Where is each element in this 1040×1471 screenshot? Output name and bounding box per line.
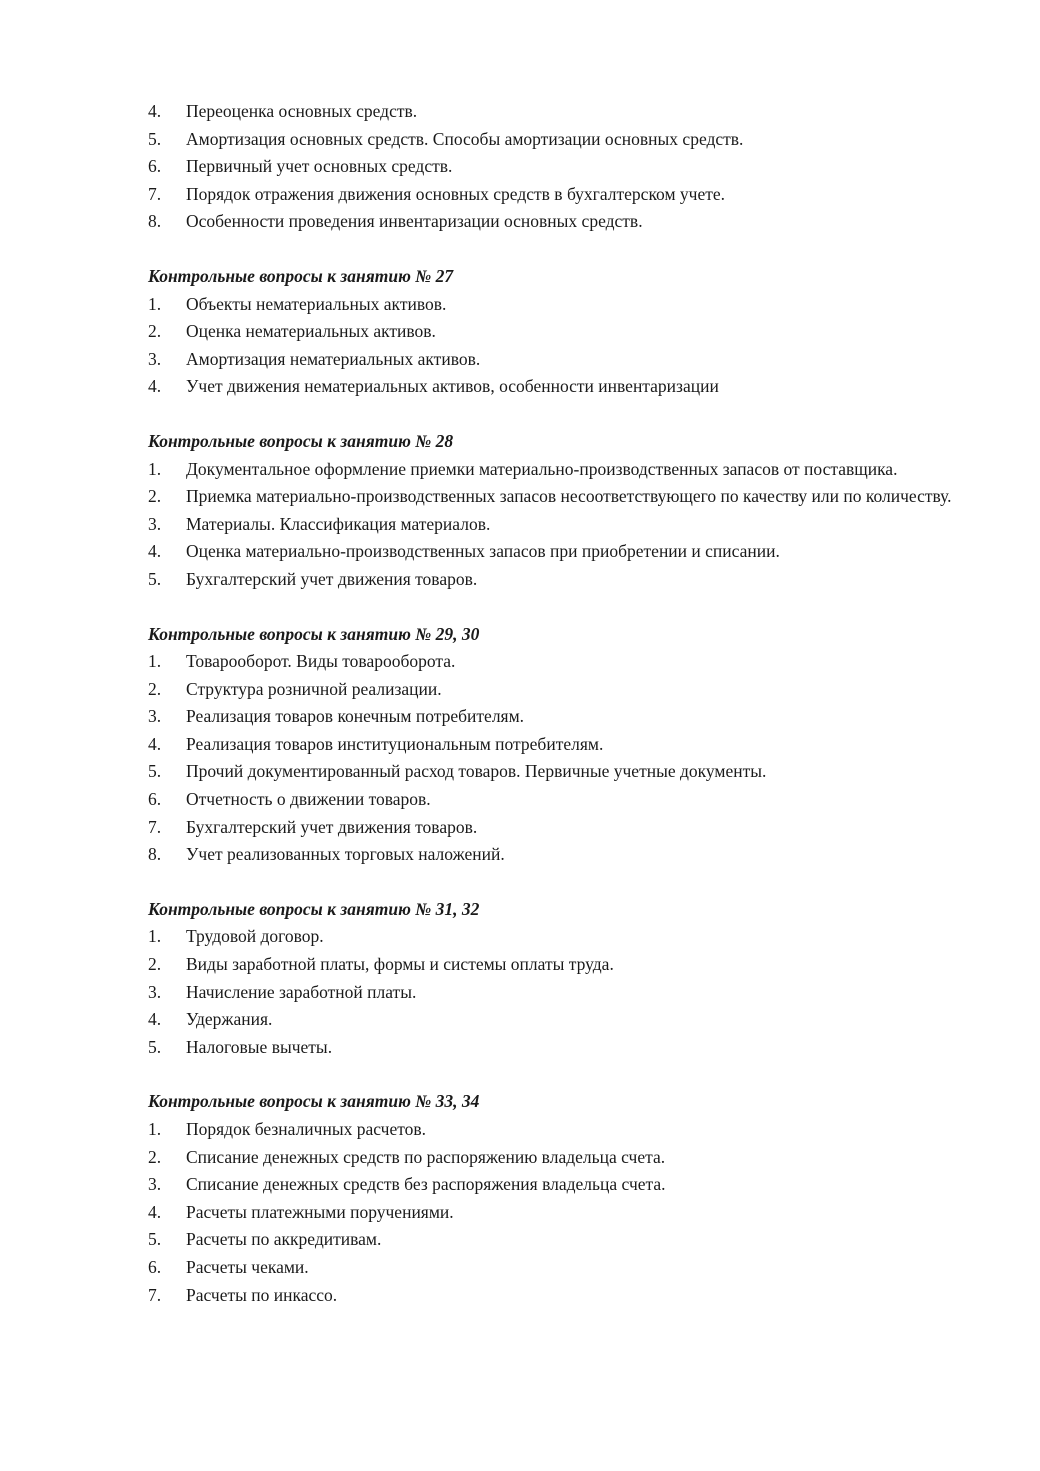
question-list (148, 291, 966, 401)
item-text: Отчетность о движении товаров. (186, 789, 431, 810)
list-item (148, 511, 966, 539)
list-item (148, 703, 966, 731)
list-item (148, 181, 966, 209)
item-number: 3. (148, 513, 162, 534)
item-text: Товарооборот. Виды товарооборота. (186, 651, 456, 672)
section-lesson-28 (148, 428, 966, 594)
item-number: 6. (148, 156, 162, 177)
item-text: Списание денежных средств по распоряжению владельца счета. (186, 1146, 666, 1167)
page-content (148, 98, 966, 1309)
item-text: Списание денежных средств без распоряжения владельца счета. (186, 1174, 666, 1195)
list-item (148, 208, 966, 236)
item-text: Налоговые вычеты. (186, 1036, 333, 1057)
list-item (148, 153, 966, 181)
section-heading: Контрольные вопросы к занятию № 31, 32 (148, 898, 480, 919)
item-text: Амортизация нематериальных активов. (186, 348, 481, 369)
item-text: Бухгалтерский учет движения товаров. (186, 816, 478, 837)
section-lesson-31-32 (148, 896, 966, 1062)
item-text: Объекты нематериальных активов. (186, 293, 447, 314)
section-fixed-assets (148, 98, 966, 236)
list-item (148, 1282, 966, 1310)
item-number: 5. (148, 128, 162, 149)
item-text: Переоценка основных средств. (186, 101, 418, 121)
item-number: 8. (148, 211, 162, 232)
list-item (148, 483, 966, 511)
item-text: Прочий документированный расход товаров. Первичные учетные документы. (186, 761, 767, 782)
list-item (148, 758, 966, 786)
list-item (148, 98, 966, 126)
item-text: Расчеты платежными поручениями. (186, 1201, 454, 1222)
item-number: 4. (148, 376, 162, 397)
list-item (148, 1254, 966, 1282)
item-text: Учет реализованных торговых наложений. (186, 844, 505, 865)
item-number: 6. (148, 789, 162, 810)
item-number: 3. (148, 348, 162, 369)
item-text: Первичный учет основных средств. (186, 156, 453, 177)
item-number: 7. (148, 816, 162, 837)
list-item (148, 566, 966, 594)
question-list (148, 923, 966, 1061)
list-item (148, 1144, 966, 1172)
item-number: 2. (148, 321, 162, 342)
list-item (148, 1199, 966, 1227)
list-item (148, 318, 966, 346)
list-item (148, 1006, 966, 1034)
list-item (148, 346, 966, 374)
item-text: Порядок безналичных расчетов. (186, 1119, 427, 1139)
item-text: Особенности проведения инвентаризации основных средств. (186, 211, 643, 232)
item-number: 1. (148, 1119, 162, 1139)
item-text: Оценка материально-производственных запасов при приобретении и списании. (186, 541, 780, 562)
list-item (148, 951, 966, 979)
question-list (148, 456, 966, 594)
item-text: Виды заработной платы, формы и системы оплаты труда. (186, 954, 614, 975)
item-number: 4. (148, 101, 162, 121)
item-text: Реализация товаров конечным потребителям. (186, 706, 525, 727)
item-text: Амортизация основных средств. Способы амортизации основных средств. (186, 128, 744, 149)
list-item (148, 979, 966, 1007)
list-item (148, 814, 966, 842)
item-number: 1. (148, 458, 162, 479)
section-heading: Контрольные вопросы к занятию № 33, 34 (148, 1091, 480, 1112)
item-number: 2. (148, 1146, 162, 1167)
item-text: Расчеты по инкассо. (186, 1284, 338, 1305)
item-number: 4. (148, 541, 162, 562)
item-number: 6. (148, 1256, 162, 1277)
item-text: Реализация товаров институциональным потребителям. (186, 733, 604, 754)
item-number: 4. (148, 733, 162, 754)
section-lesson-33-34 (148, 1088, 966, 1309)
item-text: Расчеты чеками. (186, 1256, 309, 1277)
list-item (148, 291, 966, 319)
item-number: 5. (148, 761, 162, 782)
question-list (148, 98, 966, 236)
question-list (148, 1116, 966, 1309)
item-text: Трудовой договор. (186, 926, 324, 947)
item-text: Учет движения нематериальных активов, особенности инвентаризации (186, 376, 719, 397)
question-list (148, 648, 966, 869)
item-number: 5. (148, 1036, 162, 1057)
list-item (148, 456, 966, 484)
item-number: 1. (148, 926, 162, 947)
item-number: 1. (148, 293, 162, 314)
item-number: 3. (148, 706, 162, 727)
section-lesson-27 (148, 263, 966, 401)
list-item (148, 923, 966, 951)
list-item (148, 1116, 966, 1144)
list-item (148, 1171, 966, 1199)
list-item (148, 731, 966, 759)
item-number: 1. (148, 651, 162, 672)
list-item (148, 648, 966, 676)
list-item (148, 126, 966, 154)
item-number: 2. (148, 486, 162, 507)
list-item (148, 1034, 966, 1062)
item-text: Структура розничной реализации. (186, 678, 442, 699)
section-lesson-29-30 (148, 621, 966, 869)
list-item (148, 786, 966, 814)
item-text: Порядок отражения движения основных средств в бухгалтерском учете. (186, 183, 726, 204)
item-text: Начисление заработной платы. (186, 981, 417, 1002)
item-number: 8. (148, 844, 162, 865)
item-number: 7. (148, 1284, 162, 1305)
item-number: 2. (148, 678, 162, 699)
item-text: Материалы. Классификация материалов. (186, 513, 491, 534)
section-heading: Контрольные вопросы к занятию № 27 (148, 265, 454, 286)
item-number: 3. (148, 981, 162, 1002)
item-text: Оценка нематериальных активов. (186, 321, 436, 342)
item-text: Документальное оформление приемки материально-производственных запасов от поставщика. (186, 458, 898, 479)
section-heading: Контрольные вопросы к занятию № 28 (148, 430, 454, 451)
item-text: Бухгалтерский учет движения товаров. (186, 568, 478, 589)
list-item (148, 676, 966, 704)
item-text: Удержания. (186, 1009, 273, 1030)
item-text: Расчеты по аккредитивам. (186, 1229, 382, 1250)
section-heading: Контрольные вопросы к занятию № 29, 30 (148, 623, 480, 644)
list-item (148, 1226, 966, 1254)
item-number: 4. (148, 1009, 162, 1030)
list-item (148, 841, 966, 869)
list-item (148, 373, 966, 401)
list-item (148, 538, 966, 566)
item-number: 5. (148, 568, 162, 589)
item-text: Приемка материально-производственных запасов несоответствующего по качеству или по количеству. (186, 486, 952, 507)
item-number: 3. (148, 1174, 162, 1195)
item-number: 7. (148, 183, 162, 204)
item-number: 4. (148, 1201, 162, 1222)
item-number: 5. (148, 1229, 162, 1250)
item-number: 2. (148, 954, 162, 975)
